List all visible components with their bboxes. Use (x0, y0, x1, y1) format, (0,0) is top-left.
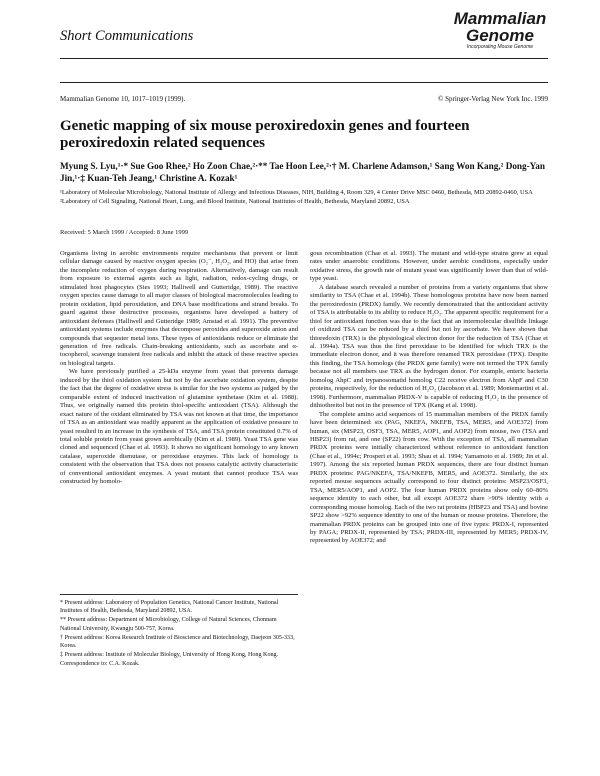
paragraph: Organisms living in aerobic environments require mechanisms that prevent or limit cellular damage caused by reactive oxygen species (O₂⁻, H₂O₂, and HO) that arise from the incomplete reduction of oxygen during respiration. Alternatively, damage can result from exposure to external agents such as light, radiation, redox-cycling drugs, or stimulated host phagocytes (Sies 1993; Halliwell and Gutteridge, 1989). The reactive oxygen species cause damage to all major classes of biological macromolecules leading to protein oxidation, lipid peroxidation, and DNA base modifications and strand breaks. To guard against these destructive processes, organisms have developed a battery of antioxidant defenses (Halliwell and Gutteridge 1989; Amstad et al. 1991). The preventive antioxidant systems include enzymes that decompose peroxides and superoxide anion and compounds that sequester metal ions. These types of antioxidants reduce or eliminate the generation of free radicals. Chain-breaking antioxidants, such as ascorbate and α-tocopherol, scavenge transient free radicals and inhibit the attack of these reactive species on biological targets. (60, 250, 298, 367)
footnote: ‡ Present address: Institute of Molecular Biology, University of Hong Kong, Hong Kong. (60, 652, 279, 659)
body-column-right (310, 250, 548, 546)
paragraph: A database search revealed a number of proteins from a variety organisms that show similarity to TSA (Chae et al. 1994b). These homologous proteins have now been named the peroxiredoxin (PRDX) family. We recently demonstrated that the antioxidant activity of TSA is attributable to its ability to reduce H₂O₂. The apparent specific requirement for a thiol for antioxidant function was due to the fact that an intermolecular disulfide linkage of oxidized TSA can be reduced by a thiol but not by ascorbate. We have shown that thioredoxin (TRX) is the physiological electron donor for the reduction of TSA (Chae et al. 1994a). TSA was thus the first peroxidase to be identified for which TRX is the immediate electron donor, and it was therefore renamed TRX peroxidase (TPX). Despite this finding, the TSA homologs (the PRDX gene family) were not termed the TPX family because not all members use TRX as the hydrogen donor. For example, enteric bacteria homolog AhpC and trypanosomatid homolog C22 receive electron from AhpF and C30 proteins, respectively, for the reduction of H₂O₂ (Jacobson et al. 1989; Montemartini et al. 1998). Furthermore, mammalian PRDX-V is capable of reducing H₂O₂ in the presence of dithiothreitol but not in the presence of TPX (Kang et al. 1998). (310, 283, 548, 410)
affiliation-1: ¹Laboratory of Molecular Microbiology, National Institute of Allergy and Infectious Diseases, NIH, Building 4, Room 329, 4 Center Drive MSC 0460, Bethesda, MD 20892-0460, USA (60, 189, 533, 196)
footnotes (60, 599, 298, 670)
footnote-rule (60, 594, 298, 595)
journal-logo (450, 10, 550, 50)
paragraph: We have previously purified a 25-kDa enzyme from yeast that prevents damage induced by the thiol oxidation system but not by the ascorbate oxidation system, despite the fact that the degree of oxidative stress is similar for the two systems as judged by the comparable extent of induced inactivation of glutamine synthetase (Kim et al. 1988). Thus, we originally named this protein thiol-specific antioxidant (TSA). Although the exact nature of the oxidant eliminated by TSA was not known at that time, the importance of TSA as an antioxidant was readily apparent as the application of oxidative pressure to yeast resulted in an increase in the synthesis of TSA, and TSA protein constituted 0.7% of total soluble protein from yeast grown aerobically (Kim et al. 1989). Yeast TSA gene was cloned and sequenced (Chae et al. 1993). It shows no significant homology to any known catalase, superoxide dismutase, or peroxidase enzymes. This lack of homology is consistent with the observation that TSA does not possess catalytic activity characteristic of conventional antioxidant enzymes. A yeast mutant that cannot produce TSA was constructed by homolo- (60, 368, 298, 486)
footnote: ** Present address: Department of Microbiology, College of Natural Sciences, Chonnam National University, Kwangju 500-757, Korea. (60, 617, 277, 632)
logo-subtitle: Incorporating Mouse Genome (466, 44, 534, 50)
received-dates: Received: 5 March 1999 / Accepted: 8 June 1999 (60, 229, 189, 236)
copyright: © Springer-Verlag New York Inc. 1999 (438, 95, 548, 103)
author-list: Myung S. Lyu,¹·* Sue Goo Rhee,² Ho Zoon Chae,²·** Tae Hoon Lee,²·† M. Charlene Adamson,¹ Sang Won Kang,² Dong-Yan Jin,¹·‡ Kuan-Teh Jeang,¹ Christine A. Kozak¹ (60, 161, 545, 183)
logo-line-1: Mammalian (453, 9, 547, 28)
affiliations (60, 189, 548, 206)
logo-line-2: Genome (465, 26, 535, 45)
journal-citation: Mammalian Genome 10, 1017–1019 (1999). (60, 95, 186, 103)
correspondence: Correspondence to: C.A. Kozak. (60, 661, 140, 668)
paragraph: The complete amino acid sequences of 15 mammalian members of the PRDX family have been determined: six (PAG, NKEFA, NKEFB, TSA, MER5, and AOE372) from human, six (MSP23, OSF3, TSA, MER5, AOP1, and AOP2) from mouse, two (TSA and HBP23) from rat, and one (SP22) from cow. With the exception of TSA, all mammalian PRDX proteins were initially characterized without reference to antioxidant function (Chae et al., 1994c; Prosperi et al. 1993; Shau et al. 1994; Yamamoto et al. 1989; Jin et al. 1997). Among the six reported human PRDX sequences, there are four distinct human PRDX proteins: PAG/NKEFA, TSA/NKEFB, MER5, and AOE372. Similarly, the six reported mouse sequences actually correspond to four distinct proteins: MSP23/OSF3, TSA, MER5/AOP1, and AOP2. The four human PRDX proteins show only 60–80% sequence identity to each other, but all except AOE372 share >90% identity with a corresponding mouse homolog. Each of the two rat proteins (HBP23 and TSA) and bovine SP22 show >92% sequence identity to one of the human or mouse proteins. Therefore, the mammalian PRDX proteins can be grouped into one of five types: PRDX-I, represented by PAGA; PRDX-II, represented by TSA; PRDX-III, represented by MER5; PRDX-IV, represented by AOE372; and (310, 410, 548, 545)
footnote: † Present address: Korea Research Institute of Bioscience and Biotechnology, Daejeon 305-333, Korea. (60, 634, 295, 650)
header-rule-bottom (60, 82, 548, 83)
paragraph: gous recombination (Chae et al. 1993). The mutant and wild-type strains grew at equal rates under anaerobic conditions. However, under aerobic conditions, especially under oxidative stress, the growth rate of mutant yeast was significantly lower than that of wild-type yeast. (310, 250, 548, 283)
header-rule-top (60, 58, 548, 59)
affiliation-2: ²Laboratory of Cell Signaling, National Heart, Lung, and Blood Institute, National Institutes of Health, Bethesda, Maryland 20892, USA (60, 197, 410, 205)
article-title: Genetic mapping of six mouse peroxiredoxin genes and fourteen peroxiredoxin related sequences (60, 118, 470, 151)
body-column-left (60, 250, 298, 487)
footnote: * Present address: Laboratory of Population Genetics, National Cancer Institute, National Institutes of Health, Bethesda, Maryland 20892, USA. (60, 600, 279, 615)
section-heading: Short Communications (60, 28, 194, 44)
